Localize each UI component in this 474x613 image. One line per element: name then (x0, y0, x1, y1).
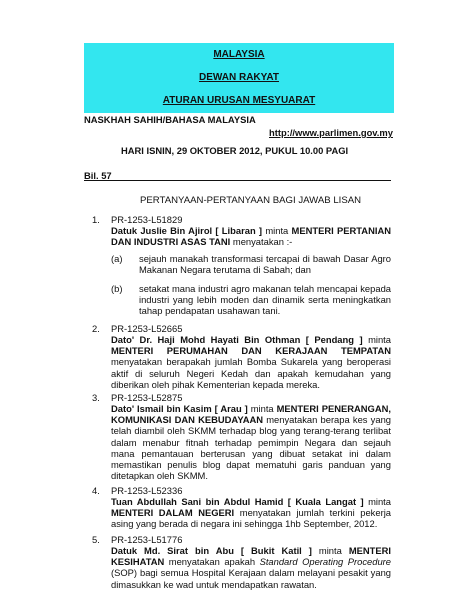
header-banner (84, 43, 394, 113)
header-divider (84, 180, 391, 181)
question-1-code: PR-1253-L51829 (111, 214, 183, 225)
question-1-sub-a-text: sejauh manakah transformasi tercapai di bawah Dasar Agro Makanan Negara terutama di Sabah; dan (139, 253, 391, 276)
question-5-body: Datuk Md. Sirat bin Abu [ Bukit Katil ] minta MENTERI KESIHATAN menyatakan apakah Standard Operating Procedure (SOP) bagi semua Hospital Kerajaan dalam melayani pesakit yang dimasukkan ke wad untuk mendapatkan rawatan. (111, 545, 392, 590)
question-1-number: 1. (92, 214, 100, 225)
question-3-member: Dato' Ismail bin Kasim [ Arau ] (111, 403, 248, 414)
question-5-member: Datuk Md. Sirat bin Abu [ Bukit Katil ] (111, 545, 312, 556)
question-1-sub-a-label: (a) (111, 253, 123, 264)
question-5-minister: MENTERI KESIHATAN (111, 545, 392, 568)
question-4-minister: MENTERI DALAM NEGERI (111, 507, 235, 519)
question-1-minister: MENTERI PERTANIAN DAN INDUSTRI ASAS TANI (111, 225, 391, 248)
parliament-link[interactable]: http://www.parlimen.gov.my (269, 127, 393, 138)
question-4-body: Tuan Abdullah Sani bin Abdul Hamid [ Kuala Langat ] minta MENTERI DALAM NEGERI menyatakan jumlah terkini pekerja asing yang berada di negara ini sehingga 1hb September, 2012. (111, 496, 392, 530)
question-3-number: 3. (92, 392, 100, 403)
question-3-code: PR-1253-L52875 (111, 392, 183, 403)
question-2-body: Dato' Dr. Haji Mohd Hayati Bin Othman [ Pendang ] minta MENTERI PERUMAHAN DAN KERAJAAN TEMPATAN menyatakan berapakah jumlah Bomba Sukarela yang beroperasi aktif di seluruh Negeri Kedah dan apakah kemudahan yang diberikan oleh pihak Kementerian kepada mereka. (111, 334, 392, 390)
naskhah-label: NASKHAH SAHIH/BAHASA MALAYSIA (84, 114, 256, 125)
question-1-sub-b-text: setakat mana industri agro makanan telah mencapai kepada industri yang lebih moden dan dinamik serta meningkatkan tahap pendapatan usahawan tani. (139, 283, 391, 317)
question-5-sop-term: Standard Operating Procedure (259, 556, 391, 568)
house-title: DEWAN RAKYAT (198, 72, 279, 83)
question-3-minister: MENTERI PENERANGAN, KOMUNIKASI DAN KEBUDAYAAN (111, 403, 391, 426)
question-2-member: Dato' Dr. Haji Mohd Hayati Bin Othman [ Pendang ] (111, 334, 363, 345)
country-title: MALAYSIA (213, 49, 265, 60)
question-5-code: PR-1253-L51776 (111, 534, 183, 545)
agenda-title: ATURAN URUSAN MESYUARAT (162, 95, 316, 106)
question-4-number: 4. (92, 485, 100, 496)
date-line: HARI ISNIN, 29 OKTOBER 2012, PUKUL 10.00 PAGI (121, 145, 349, 156)
section-title: PERTANYAAN-PERTANYAAN BAGI JAWAB LISAN (140, 195, 362, 206)
question-5-number: 5. (92, 534, 100, 545)
question-2-code: PR-1253-L52665 (111, 323, 183, 334)
question-2-number: 2. (92, 323, 100, 334)
question-1-member: Datuk Juslie Bin Ajirol [ Libaran ] (111, 225, 263, 236)
question-4-code: PR-1253-L52336 (111, 485, 183, 496)
bil-number: Bil. 57 (84, 170, 112, 181)
question-3-body: Dato' Ismail bin Kasim [ Arau ] minta MENTERI PENERANGAN, KOMUNIKASI DAN KEBUDAYAAN menyatakan berapa kes yang telah diambil oleh SKMM terhadap blog yang terang-terang terlibat dalam menabur fitnah terhadap pemimpin Negara dan sejauh mana pemantauan berterusan yang dibuat setakat ini dalam memastikan penulis blog dapat mematuhi garis panduan yang ditetapkan oleh SKMM. (111, 403, 391, 482)
question-1-sub-b-label: (b) (111, 283, 123, 294)
question-1-body: Datuk Juslie Bin Ajirol [ Libaran ] minta MENTERI PERTANIAN DAN INDUSTRI ASAS TANI menyatakan :- (111, 225, 391, 248)
question-2-minister: MENTERI PERUMAHAN DAN KERAJAAN TEMPATAN (111, 345, 391, 357)
question-4-member: Tuan Abdullah Sani bin Abdul Hamid [ Kuala Langat ] (111, 496, 364, 507)
